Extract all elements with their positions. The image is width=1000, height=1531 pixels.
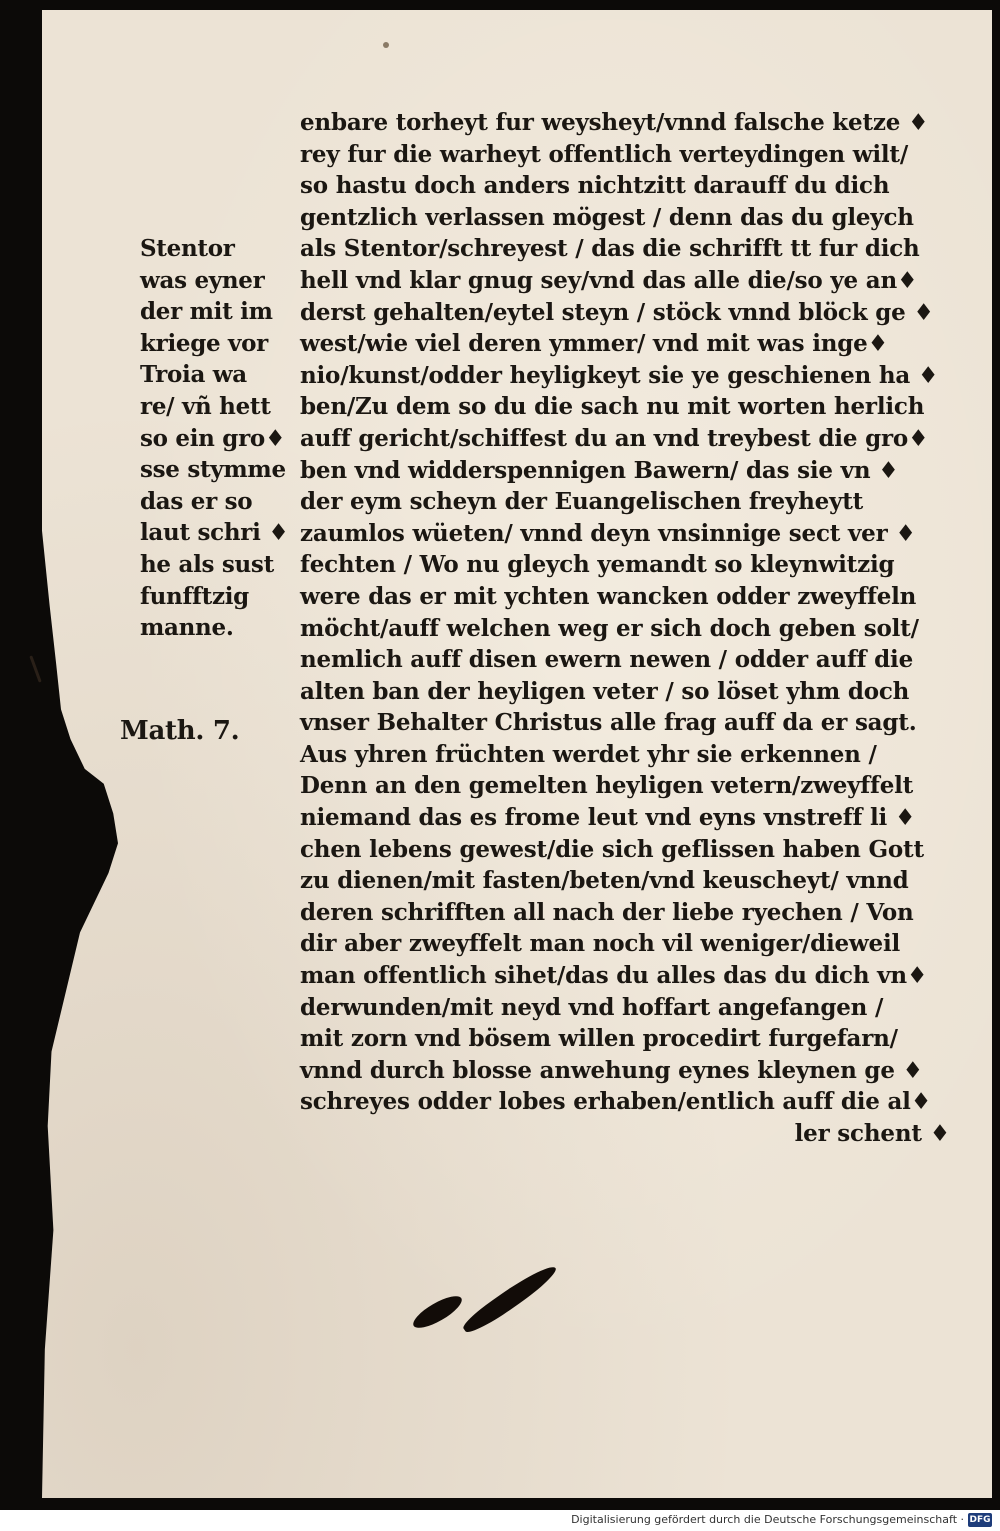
text-line: were das er mit ychten wancken odder zweyffeln (300, 582, 917, 610)
text-line: ben/Zu dem so du die sach nu mit worten herlich (300, 393, 925, 421)
margin-note-line: funfftzig (140, 582, 249, 610)
text-line: auff gericht/schiffest du an vnd treybest die gro♦ (300, 424, 929, 452)
text-line: vnser Behalter Christus alle frag auff da er sagt. (300, 709, 917, 737)
margin-note-line: das er so (140, 487, 253, 515)
margin-note-line: der mit im (140, 298, 273, 326)
text-line: schreyes odder lobes erhaben/entlich auff die al♦ (300, 1088, 932, 1116)
margin-note-line: laut schri ♦ (140, 519, 289, 547)
text-line: chen lebens gewest/die sich geflissen haben Gott (300, 835, 924, 863)
text-line: fechten / Wo nu gleych yemandt so kleynwitzig (300, 551, 895, 579)
margin-note-line: Math. 7. (120, 716, 240, 746)
margin-note-line: so ein gro♦ (140, 424, 286, 452)
text-line: gentzlich verlassen mögest / denn das du gleych (300, 203, 914, 231)
text-line: deren schrifften all nach der liebe ryechen / Von (300, 898, 914, 926)
catchword: ler schent ♦ (794, 1120, 950, 1147)
margin-note-line: he als sust (140, 550, 274, 578)
text-line: mit zorn vnd bösem willen procedirt furgefarn/ (300, 1025, 898, 1053)
text-line: zu dienen/mit fasten/beten/vnd keuscheyt/ vnnd (300, 867, 909, 895)
margin-note-line: Stentor (140, 235, 235, 262)
text-line: zaumlos wüeten/ vnnd deyn vnsinnige sect ver ♦ (300, 519, 916, 547)
text-line: derst gehalten/eytel steyn / stöck vnnd blöck ge ♦ (300, 298, 934, 326)
margin-note-line: kriege vor (140, 329, 268, 357)
text-line: dir aber zweyffelt man noch vil weniger/dieweil (300, 930, 901, 958)
text-line: als Stentor/schreyest / das die schrifft tt fur dich (300, 235, 920, 263)
text-line: enbare torheyt fur weysheyt/vnnd falsche ketze ♦ (300, 109, 929, 136)
text-line: rey fur die warheyt offentlich verteydingen wilt/ (300, 140, 909, 168)
text-line: so hastu doch anders nichtzitt darauff du dich (300, 172, 890, 200)
text-line: hell vnd klar gnug sey/vnd das alle die/so ye an♦ (300, 266, 918, 294)
text-line: der eym scheyn der Euangelischen freyheytt (300, 488, 864, 516)
margin-note-line: was eyner (140, 266, 265, 294)
margin-note-stentor (140, 233, 295, 644)
margin-note-line: Troia wa (140, 361, 247, 389)
text-line: man offentlich sihet/das du alles das du dich vn♦ (300, 962, 928, 990)
funding-credit: Digitalisierung gefördert durch die Deutsche Forschungsgemeinschaft · (571, 1513, 964, 1526)
text-line: west/wie viel deren ymmer/ vnd mit was inge♦ (300, 330, 888, 358)
text-line: nio/kunst/odder heyligkeyt sie ye geschienen ha ♦ (300, 361, 939, 389)
text-line: vnnd durch blosse anwehung eynes kleynen ge ♦ (300, 1056, 923, 1084)
main-text-block (300, 107, 950, 1150)
text-line: möcht/auff welchen weg er sich doch geben solt/ (300, 614, 919, 642)
dfg-logo: DFG (969, 1515, 991, 1525)
margin-note-line: manne. (140, 614, 234, 642)
text-line: ben vnd widderspennigen Bawern/ das sie vn ♦ (300, 456, 899, 484)
text-line: Denn an den gemelten heyligen vetern/zweyffelt (300, 772, 914, 800)
margin-note-math (120, 716, 275, 748)
text-line: derwunden/mit neyd vnd hoffart angefangen / (300, 993, 884, 1021)
text-line: alten ban der heyligen veter / so löset yhm doch (300, 677, 910, 705)
text-line: nemlich auff disen ewern newen / odder auff die (300, 646, 914, 674)
margin-note-line: re/ vñ hett (140, 392, 271, 420)
text-line: niemand das es frome leut vnd eyns vnstreff li ♦ (300, 804, 916, 832)
margin-note-line: sse stymme (140, 456, 286, 484)
text-line: Aus yhren früchten werdet yhr sie erkennen / (300, 740, 877, 768)
